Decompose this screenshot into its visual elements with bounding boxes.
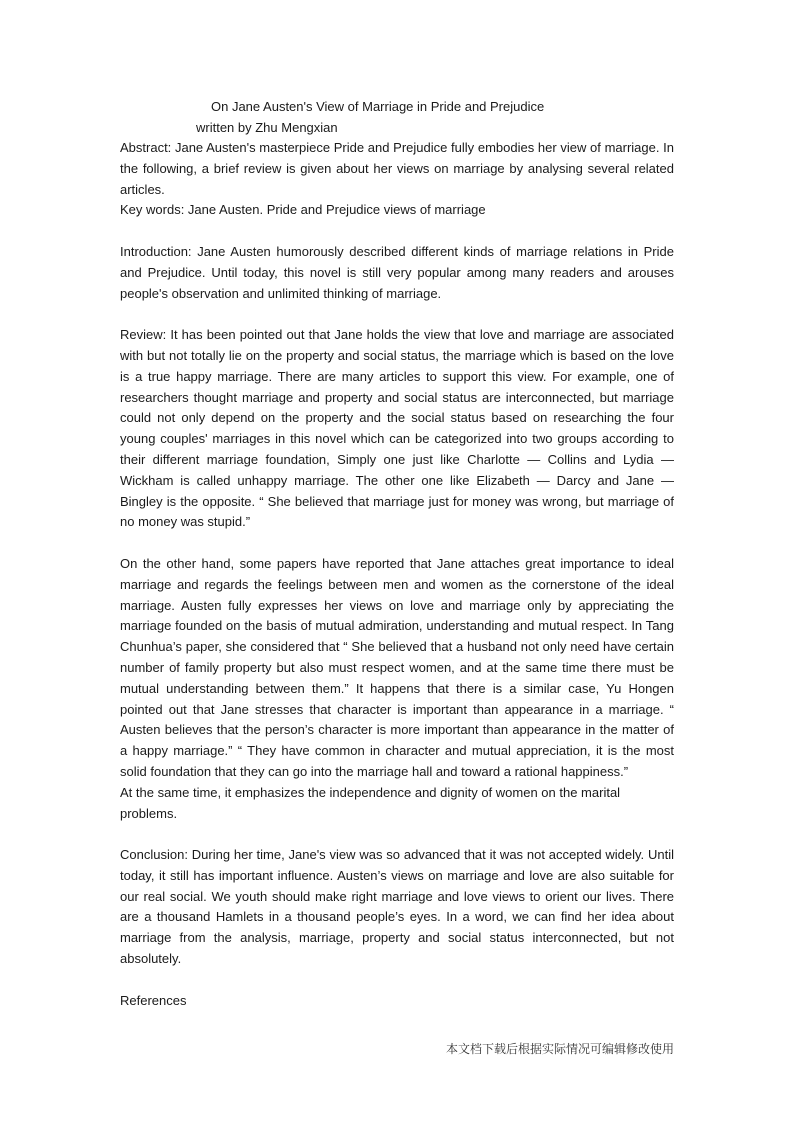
paragraph-spacer <box>120 970 674 991</box>
paragraph-spacer <box>120 533 674 554</box>
keywords-line: Key words: Jane Austen. Pride and Prejudice views of marriage <box>120 202 486 218</box>
introduction-paragraph: Introduction: Jane Austen humorously described different kinds of marriage relations in Pride and Prejudice. Until today, this novel is still very popular among many readers and arouses people's observation and unlimited thinking of marriage. <box>120 243 674 301</box>
references-heading: References <box>120 992 187 1008</box>
conclusion-paragraph: Conclusion: During her time, Jane's view was so advanced that it was not accepted widely. Until today, it still has important influence. Austen’s views on marriage and love are also suitable for our real social. We youth should make right marriage and love views to orient our lives. There are a thousand Hamlets in a thousand people’s eyes. In a word, we can find her idea about marriage from the analysis, marriage, property and social status interconnected, but not absolutely. <box>120 847 674 967</box>
paragraph-spacer <box>120 221 674 242</box>
paragraph-spacer <box>120 304 674 325</box>
review-paragraph: Review: It has been pointed out that Jane holds the view that love and marriage are associated with but not totally lie on the property and social status, the marriage which is based on the love is a true happy marriage. There are many articles to support this view. For example, one of researchers thought marriage and property and social status are interconnected, but marriage could not only depend on the property and the social status based on researching the four young couples' marriages in this novel which can be categorized into two groups according to their different marriage foundation, Simply one just like Charlotte — Collins and Lydia — Wickham is called unhappy marriage. The other one like Elizabeth — Darcy and Jane — Bingley is the opposite. “ She believed that marriage just for money was wrong, but marriage of no money was stupid.” <box>120 327 674 530</box>
author-line: written by Zhu Mengxian <box>196 120 338 135</box>
footer-note: 本文档下载后根据实际情况可编辑修改使用 <box>445 1042 674 1056</box>
other-hand-paragraph: On the other hand, some papers have reported that Jane attaches great importance to ideal marriage and regards the feelings between men and women as the cornerstone of the ideal marriage. Austen fully expresses her views on love and marriage only by appreciating the marriage founded on the basis of mutual admiration, understanding and mutual respect. In Tang Chunhua’s paper, she considered that “ She believed that a husband not only need have certain number of family property but also must respect women, and at the same time there must be mutual understanding between them.” It happens that there is a similar case, Yu Hongen pointed out that Jane stresses that character is important than appearance in a marriage. “ Austen believes that the person’s character is more important than appearance in the matter of a happy marriage.” “ They have common in character and mutual appreciation, it is the most solid foundation that they can go into the marriage hall and toward a rational happiness.” <box>120 555 674 779</box>
same-time-paragraph: At the same time, it emphasizes the independence and dignity of women on the marital problems. <box>120 784 621 821</box>
document-body <box>120 138 674 1011</box>
paragraph-spacer <box>120 824 674 845</box>
abstract-paragraph: Abstract: Jane Austen's masterpiece Pride and Prejudice fully embodies her view of marriage. In the following, a brief review is given about her views on marriage by analysing several related articles. <box>120 140 674 197</box>
document-title: On Jane Austen's View of Marriage in Pride and Prejudice <box>211 99 545 114</box>
